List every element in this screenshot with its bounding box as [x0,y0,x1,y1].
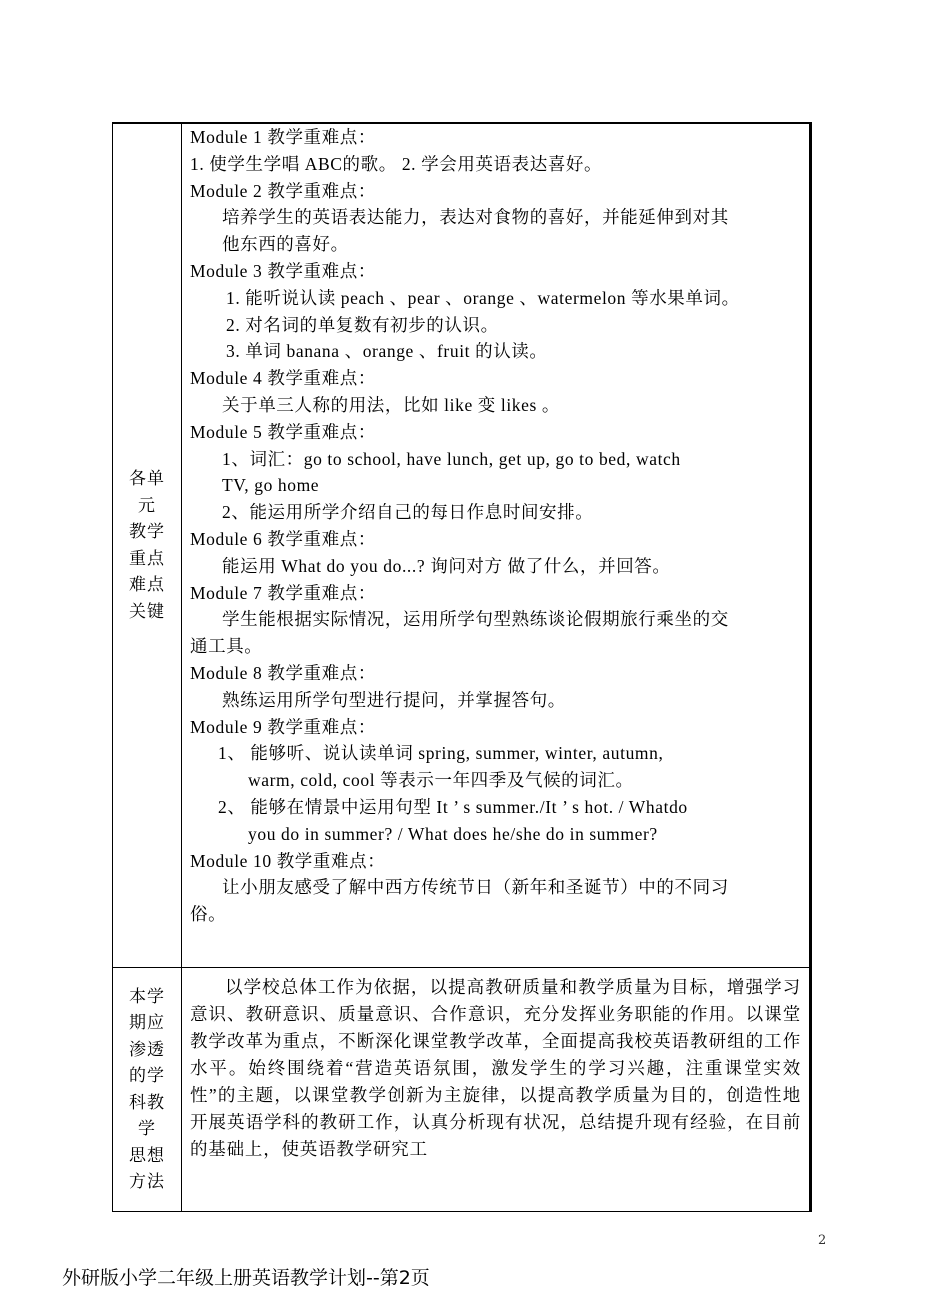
module-heading: Module 2 教学重难点： [190,180,376,201]
module-heading: Module 9 教学重难点： [190,716,376,737]
key-points-cell [182,123,811,968]
module-heading: Module 10 教学重难点： [190,850,386,871]
list-item: 3. 单词 banana 、orange 、fruit 的认读。 [226,341,548,362]
list-item: 1. 使学生学唱 ABC的歌。 2. 学会用英语表达喜好。 [190,153,603,174]
module-heading: Module 6 教学重难点： [190,528,376,549]
list-item: 让小朋友感受了解中西方传统节日（新年和圣诞节）中的不同习 [222,877,729,898]
list-item: TV, go home [222,475,320,496]
row-label-key-points: 各单 元 教学 重点 难点 关键 [129,469,165,621]
list-item: 俗。 [190,904,227,925]
list-item: 2、能运用所学介绍自己的每日作息时间安排。 [222,502,594,523]
table-row [113,968,811,1212]
page-number: 2 [818,1233,827,1248]
list-item: 学生能根据实际情况，运用所学句型熟练谈论假期旅行乘坐的交 [222,609,729,630]
row-label-cell [113,123,182,968]
methods-cell [182,968,811,1212]
row-label-methods: 本学 期应 渗透 的学 科教 学 思想 方法 [129,986,165,1191]
list-item: 1、词汇：go to school, have lunch, get up, go to bed, watch [222,448,681,469]
list-item: warm, cold, cool 等表示一年四季及气候的词汇。 [248,770,634,791]
methods-paragraph: 以学校总体工作为依据，以提高教研质量和教学质量为目标，增强学习意识、教研意识、质量意识、合作意识，充分发挥业务职能的作用。以课堂教学改革为重点，不断深化课堂教学改革，全面提高我校英语教研组的工作水平。始终围绕着“营造英语氛围，激发学生的学习兴趣，注重课堂实效性”的主题，以课堂教学创新为主旋律，以提高教学质量为目的，创造性地开展英语学科的教研工作，认真分析现有状况，总结提升现有经验，在目前的基础上，使英语教学研究工 [190,977,801,1159]
list-item: 1. 能听说认读 peach 、pear 、orange 、watermelon 等水果单词。 [226,287,740,308]
row-label-cell [113,968,182,1212]
page-footer: 外研版小学二年级上册英语教学计划--第2页 [62,1267,430,1289]
list-item: 熟练运用所学句型进行提问，并掌握答句。 [222,689,566,710]
module-heading: Module 5 教学重难点： [190,421,376,442]
list-item: 通工具。 [190,636,263,657]
table-row [113,123,811,968]
list-item: 培养学生的英语表达能力，表达对食物的喜好，并能延伸到对其 [222,207,729,228]
list-item: 能运用 What do you do...? 询问对方 做了什么，并回答。 [222,555,671,576]
module-heading: Module 7 教学重难点： [190,582,376,603]
module-heading: Module 3 教学重难点： [190,260,376,281]
module-heading: Module 1 教学重难点： [190,127,376,147]
module-heading: Module 8 教学重难点： [190,662,376,683]
list-item: 关于单三人称的用法，比如 like 变 likes 。 [222,394,560,415]
list-item: 1、 能够听、说认读单词 spring, summer, winter, autumn, [218,743,664,764]
list-item: 2. 对名词的单复数有初步的认识。 [226,314,499,335]
list-item: 他东西的喜好。 [222,234,349,255]
list-item: 2、 能够在情景中运用句型 It ’ s summer./It ’ s hot. / Whatdo [218,796,688,817]
plan-table [112,122,812,1212]
module-heading: Module 4 教学重难点： [190,368,376,389]
list-item: you do in summer? / What does he/she do in summer? [248,823,658,844]
